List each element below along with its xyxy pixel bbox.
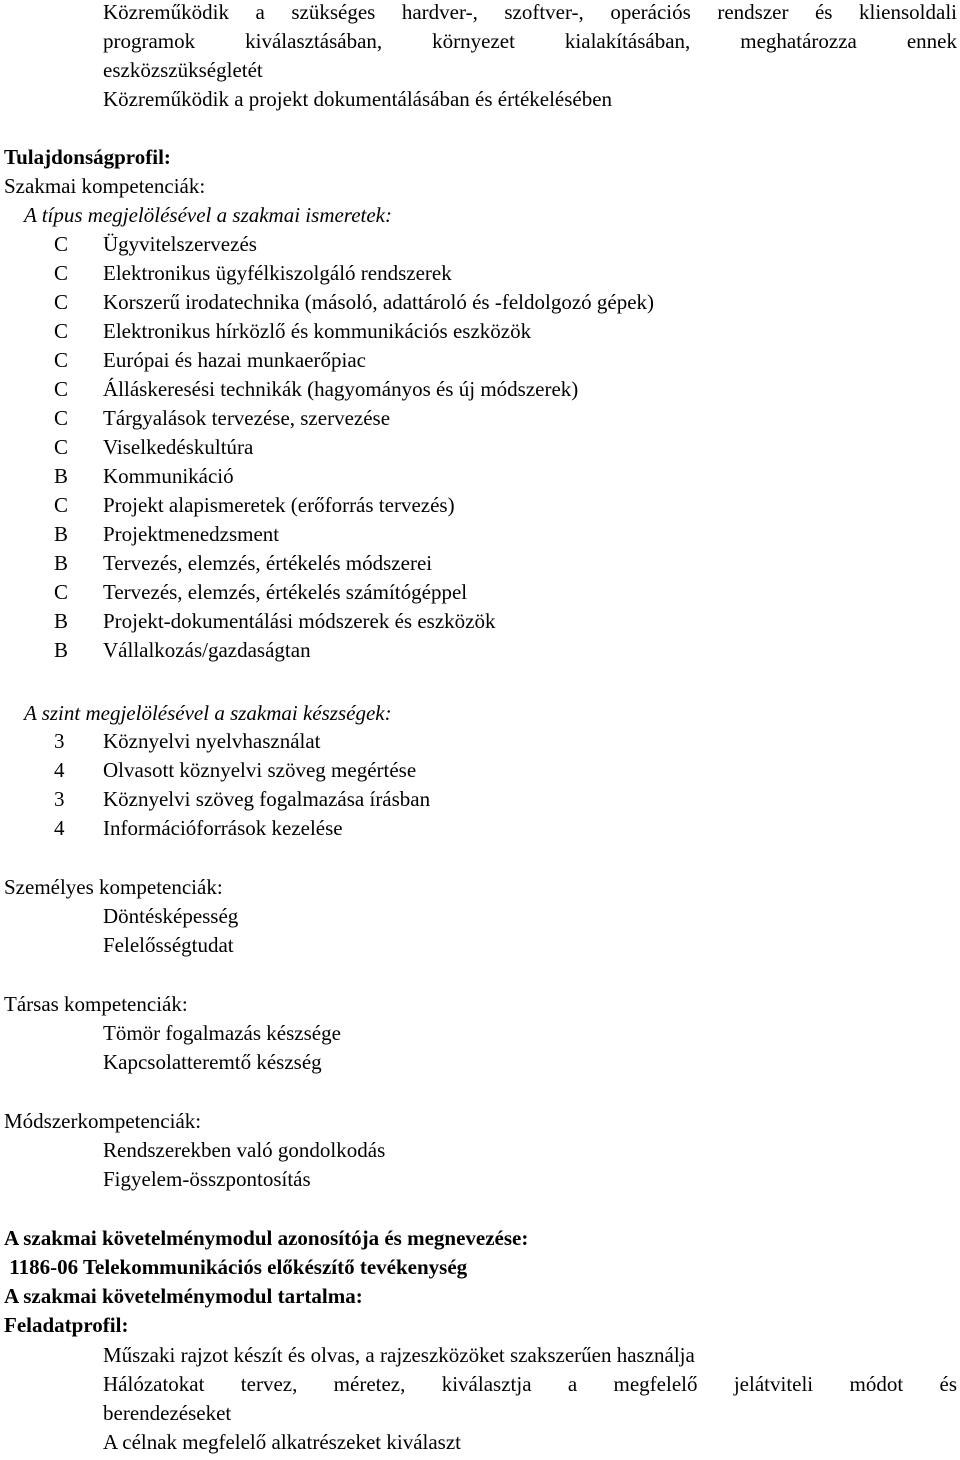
professional-competencies-label: Szakmai kompetenciák:: [4, 174, 206, 198]
knowledge-type: B: [54, 609, 69, 633]
task-item: Műszaki rajzot készít és olvas, a rajzeszközöket szakszerűen használja: [103, 1343, 695, 1367]
knowledge-text: Vállalkozás/gazdaságtan: [103, 638, 311, 662]
skill-text: Olvasott köznyelvi szöveg megértése: [103, 758, 417, 782]
intro-line: programok kiválasztásában, környezet kialakításában, meghatározza ennek: [103, 29, 957, 53]
knowledge-type: B: [54, 522, 69, 546]
skill-text: Köznyelvi nyelvhasználat: [103, 729, 321, 753]
knowledge-text: Tervezés, elemzés, értékelés módszerei: [103, 551, 433, 575]
social-item: Tömör fogalmazás készsége: [103, 1021, 341, 1045]
personal-competencies-label: Személyes kompetenciák:: [4, 875, 223, 899]
skill-level: 3: [54, 787, 65, 811]
social-competencies-label: Társas kompetenciák:: [4, 992, 188, 1016]
module-id: 1186-06 Telekommunikációs előkészítő tevékenység: [4, 1255, 468, 1279]
knowledge-text: Ügyvitelszervezés: [103, 232, 257, 256]
knowledge-type: C: [54, 493, 69, 517]
skill-text: Köznyelvi szöveg fogalmazása írásban: [103, 787, 431, 811]
knowledge-text: Projektmenedzsment: [103, 522, 280, 546]
knowledge-type: C: [54, 435, 69, 459]
personal-item: Felelősségtudat: [103, 933, 234, 957]
intro-line: Közreműködik a szükséges hardver-, szoftver-, operációs rendszer és kliensoldali: [103, 0, 957, 24]
method-item: Rendszerekben való gondolkodás: [103, 1138, 386, 1162]
knowledge-type: C: [54, 290, 69, 314]
task-item: A célnak megfelelő alkatrészeket kiválaszt: [103, 1430, 461, 1454]
knowledge-type: C: [54, 232, 69, 256]
skill-level: 4: [54, 816, 65, 840]
knowledge-type: C: [54, 261, 69, 285]
knowledge-text: Tervezés, elemzés, értékelés számítógéppel: [103, 580, 468, 604]
knowledge-type: C: [54, 377, 69, 401]
module-id-heading: A szakmai követelménymodul azonosítója és megnevezése:: [4, 1226, 529, 1250]
knowledge-text: Projekt-dokumentálási módszerek és eszközök: [103, 609, 496, 633]
knowledge-text: Tárgyalások tervezése, szervezése: [103, 406, 391, 430]
knowledge-heading: A típus megjelölésével a szakmai ismeretek:: [24, 203, 392, 227]
profile-title: Tulajdonságprofil:: [4, 145, 171, 169]
knowledge-text: Európai és hazai munkaerőpiac: [103, 348, 366, 372]
knowledge-type: C: [54, 348, 69, 372]
knowledge-text: Viselkedéskultúra: [103, 435, 254, 459]
knowledge-type: B: [54, 638, 69, 662]
knowledge-text: Elektronikus ügyfélkiszolgáló rendszerek: [103, 261, 452, 285]
skill-level: 3: [54, 729, 65, 753]
method-item: Figyelem-összpontosítás: [103, 1167, 311, 1191]
intro-line: eszközszükségletét: [103, 58, 263, 82]
personal-item: Döntésképesség: [103, 904, 239, 928]
module-content-heading: A szakmai követelménymodul tartalma:: [4, 1284, 363, 1308]
skill-level: 4: [54, 758, 65, 782]
task-profile-heading: Feladatprofil:: [4, 1313, 129, 1337]
knowledge-text: Álláskeresési technikák (hagyományos és új módszerek): [103, 377, 579, 401]
knowledge-text: Projekt alapismeretek (erőforrás tervezés): [103, 493, 455, 517]
knowledge-type: B: [54, 464, 69, 488]
knowledge-text: Korszerű irodatechnika (másoló, adattároló és -feldolgozó gépek): [103, 290, 655, 314]
knowledge-text: Kommunikáció: [103, 464, 234, 488]
task-item: Hálózatokat tervez, méretez, kiválasztja a megfelelő jelátviteli módot és: [103, 1372, 957, 1396]
task-item: berendezéseket: [103, 1401, 232, 1425]
skill-text: Információforrások kezelése: [103, 816, 343, 840]
social-item: Kapcsolatteremtő készség: [103, 1050, 322, 1074]
knowledge-type: C: [54, 580, 69, 604]
knowledge-type: B: [54, 551, 69, 575]
knowledge-text: Elektronikus hírközlő és kommunikációs eszközök: [103, 319, 532, 343]
intro-line: Közreműködik a projekt dokumentálásában és értékelésében: [103, 87, 613, 111]
knowledge-type: C: [54, 319, 69, 343]
knowledge-type: C: [54, 406, 69, 430]
skills-heading: A szint megjelölésével a szakmai készségek:: [24, 701, 392, 725]
method-competencies-label: Módszerkompetenciák:: [4, 1109, 202, 1133]
